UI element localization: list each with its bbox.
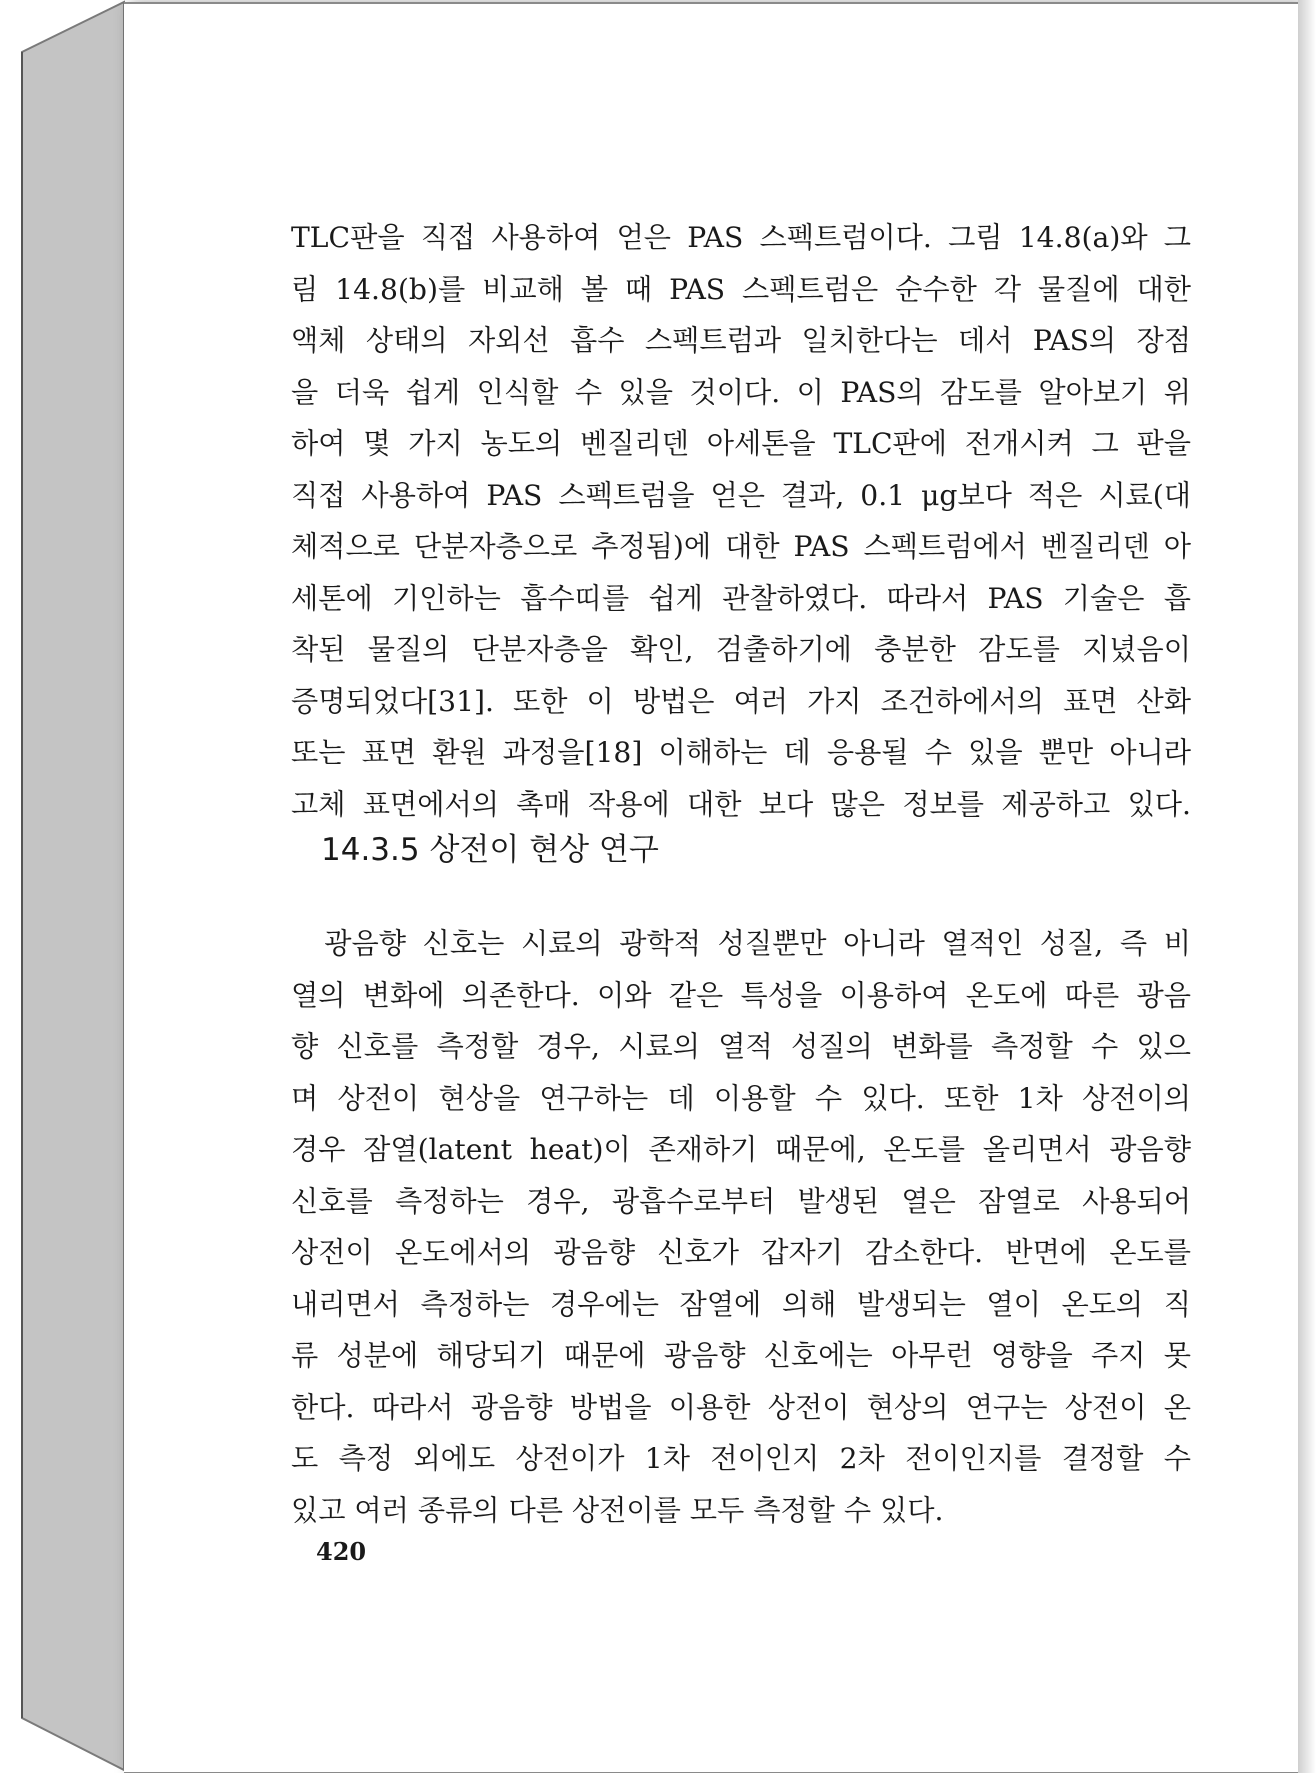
- paragraph-phase-transition: [291, 918, 1191, 1536]
- text-line: 체적으로 단분자층으로 추정됨)에 대한 PAS 스펙트럼에서 벤질리덴 아: [291, 530, 1191, 563]
- text-line: 림 14.8(b)를 비교해 볼 때 PAS 스펙트럼은 순수한 각 물질에 대한: [291, 272, 1191, 306]
- text-line: 세톤에 기인하는 흡수띠를 쉽게 관찰하였다. 따라서 PAS 기술은 흡: [291, 581, 1191, 615]
- text-line: 을 더욱 쉽게 인식할 수 있을 것이다. 이 PAS의 감도를 알아보기 위: [291, 375, 1191, 409]
- page-number: 420: [316, 1537, 367, 1566]
- text-line: 액체 상태의 자외선 흡수 스펙트럼과 일치한다는 데서 PAS의 장점: [291, 324, 1191, 357]
- text-line: 신호를 측정하는 경우, 광흡수로부터 발생된 열은 잠열로 사용되어: [291, 1184, 1191, 1218]
- text-line: 또는 표면 환원 과정을[18] 이해하는 데 응용될 수 있을 뿐만 아니라: [291, 736, 1191, 769]
- text-line: 열의 변화에 의존한다. 이와 같은 특성을 이용하여 온도에 따른 광음: [291, 978, 1191, 1012]
- text-line: 있고 여러 종류의 다른 상전이를 모두 측정할 수 있다.: [291, 1493, 944, 1527]
- text-line: 광음향 신호는 시료의 광학적 성질뿐만 아니라 열적인 성질, 즉 비: [291, 927, 1191, 960]
- text-line: 도 측정 외에도 상전이가 1차 전이인지 2차 전이인지를 결정할 수: [291, 1442, 1191, 1475]
- text-line: TLC판을 직접 사용하여 얻은 PAS 스펙트럼이다. 그림 14.8(a)와 그: [291, 221, 1191, 254]
- text-line: 착된 물질의 단분자층을 확인, 검출하기에 충분한 감도를 지녔음이: [291, 633, 1191, 666]
- text-line: 상전이 온도에서의 광음향 신호가 갑자기 감소한다. 반면에 온도를: [291, 1236, 1191, 1269]
- text-line: 고체 표면에서의 촉매 작용에 대한 보다 많은 정보를 제공하고 있다.: [291, 787, 1191, 821]
- text-line: 류 성분에 해당되기 때문에 광음향 신호에는 아무런 영향을 주지 못: [291, 1339, 1191, 1372]
- section-heading: 14.3.5 상전이 현상 연구: [321, 832, 659, 868]
- text-line: 하여 몇 가지 농도의 벤질리덴 아세톤을 TLC판에 전개시켜 그 판을: [291, 427, 1191, 460]
- text-line: 경우 잠열(latent heat)이 존재하기 때문에, 온도를 올리면서 광음향: [291, 1133, 1191, 1166]
- text-line: 한다. 따라서 광음향 방법을 이용한 상전이 현상의 연구는 상전이 온: [291, 1390, 1191, 1424]
- book-spine: [0, 0, 126, 1773]
- page-edge-shadow: [1298, 0, 1316, 1773]
- paragraph-pas-sensitivity: [291, 212, 1191, 830]
- text-line: 직접 사용하여 PAS 스펙트럼을 얻은 결과, 0.1 μg보다 적은 시료(대: [291, 478, 1191, 512]
- text-line: 증명되었다[31]. 또한 이 방법은 여러 가지 조건하에서의 표면 산화: [291, 684, 1191, 718]
- text-line: 며 상전이 현상을 연구하는 데 이용할 수 있다. 또한 1차 상전이의: [291, 1081, 1191, 1115]
- text-line: 내리면서 측정하는 경우에는 잠열에 의해 발생되는 열이 온도의 직: [291, 1287, 1191, 1321]
- text-line: 향 신호를 측정할 경우, 시료의 열적 성질의 변화를 측정할 수 있으: [291, 1030, 1191, 1063]
